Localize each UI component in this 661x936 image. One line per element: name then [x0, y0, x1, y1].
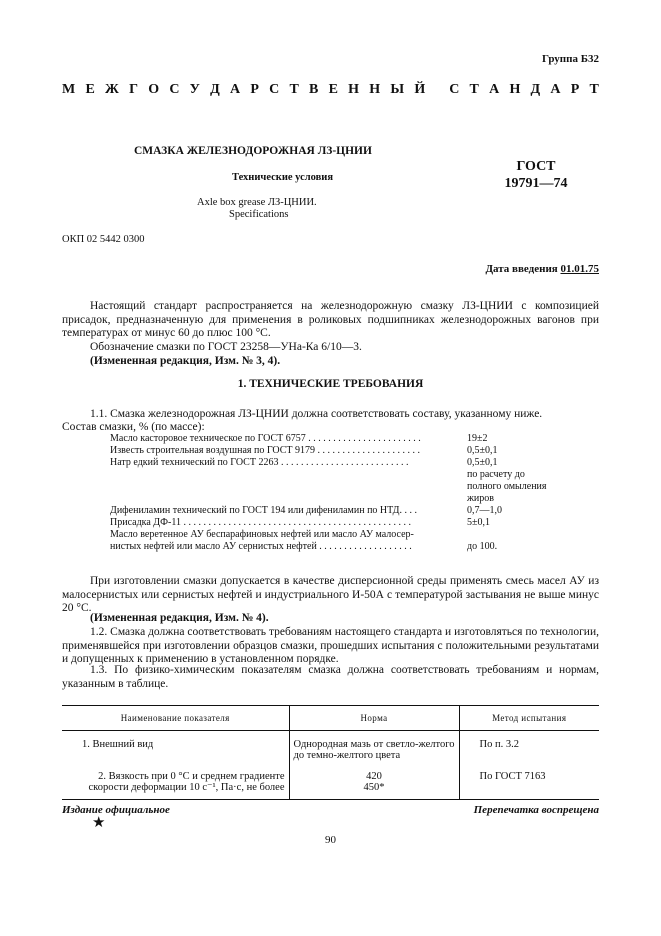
banner-letter: Т — [469, 82, 479, 97]
composition-row — [110, 445, 600, 457]
component-value: жиров — [467, 493, 494, 504]
component-name: Известь строительная воздушная по ГОСТ 9179 . . . . . . . . . . . . . . . . . . . . . — [110, 445, 421, 456]
banner-letter: Р — [570, 82, 580, 97]
row-name: 1. Внешний вид — [82, 739, 154, 750]
row-norm — [289, 763, 459, 800]
star-icon: ★ — [92, 815, 106, 831]
banner-letter: Д — [210, 82, 220, 97]
reprint-prohibited-label: Перепечатка воспрещена — [473, 804, 599, 816]
component-value: 0,7—1,0 — [467, 505, 502, 516]
english-subtitle: Specifications — [229, 209, 289, 220]
banner-letter — [435, 82, 439, 98]
component-name — [110, 469, 467, 481]
composition-row — [110, 529, 600, 541]
composition-row — [110, 493, 600, 505]
banner-letter: Д — [530, 82, 541, 97]
row-name: 2. Вязкость при 0 °С и среднем градиенте скорости деформации 10 с⁻¹, Па·с, не более — [62, 763, 289, 800]
norm-value-alt: 450* — [363, 782, 385, 793]
banner-letter: А — [489, 82, 500, 97]
amendment-note: (Измененная редакция, Изм. № 3, 4). — [90, 355, 281, 367]
banner-letter: Н — [369, 82, 381, 97]
composition-row — [110, 457, 600, 469]
banner-letter: Е — [85, 82, 95, 97]
page-number: 90 — [325, 834, 336, 846]
table-header-name: Наименование показателя — [62, 706, 289, 731]
component-name — [110, 481, 467, 493]
document-title: СМАЗКА ЖЕЛЕЗНОДОРОЖНАЯ ЛЗ-ЦНИИ — [134, 145, 372, 157]
intro-paragraph: Настоящий стандарт распространяется на железнодорожную смазку ЛЗ-ЦНИИ с композицией присадок, предназначенную для применения в роликовых подшипниках железнодорожных вагонов при температурах от минус 60 до плюс 100 °С. — [62, 300, 599, 339]
banner-letter: Т — [289, 82, 299, 97]
composition-row — [110, 469, 600, 481]
gost-designation — [496, 158, 576, 192]
banner-letter: Ж — [105, 82, 119, 97]
component-value: по расчету до — [467, 469, 525, 480]
effective-date — [485, 263, 599, 275]
row-norm: Однородная мазь от светло-желтого до темно-желтого цвета — [289, 731, 459, 764]
composition-row — [110, 433, 600, 445]
official-edition-label: Издание официальное — [62, 804, 170, 816]
row-method: По п. 3.2 — [459, 731, 599, 764]
banner-letter: С — [169, 82, 180, 97]
designation-paragraph: Обозначение смазки по ГОСТ 23258—УНа-Ка 6/10—3. — [90, 341, 362, 353]
banner-letter: А — [230, 82, 241, 97]
component-value: 0,5±0,1 — [467, 457, 498, 468]
banner-letter: С — [449, 82, 460, 97]
composition-row — [110, 505, 600, 517]
banner-letter: М — [62, 82, 76, 97]
component-value: 5±0,1 — [467, 517, 490, 528]
component-value: 0,5±0,1 — [467, 445, 498, 456]
gost-number: 19791—74 — [504, 176, 568, 191]
composition-row — [110, 541, 600, 553]
component-name: Масло веретенное АУ беспарафиновых нефтей или масло АУ малосер- — [110, 529, 414, 540]
table-row — [62, 763, 599, 800]
clause-1-2: 1.2. Смазка должна соответствовать требованиям настоящего стандарта и изготовляться по технологии, применявшейся при изготовлении образцов смазки, прошедших испытания с положительными результатами и допущенных к применению в установленном порядке. — [62, 626, 599, 665]
component-name: Масло касторовое техническое по ГОСТ 6757 . . . . . . . . . . . . . . . . . . . . . . . — [110, 433, 421, 444]
standard-banner — [62, 82, 599, 98]
banner-letter: А — [550, 82, 561, 97]
clause-1-1: 1.1. Смазка железнодорожная ЛЗ-ЦНИИ должна соответствовать составу, указанному ниже. — [90, 408, 543, 420]
table-row — [62, 731, 599, 764]
table-header-method: Метод испытания — [459, 706, 599, 731]
component-value — [467, 529, 597, 541]
banner-letter: О — [148, 82, 160, 97]
table-header-norm: Норма — [289, 706, 459, 731]
composition-caption: Состав смазки, % (по массе): — [62, 421, 205, 433]
norm-value: 420 — [366, 771, 382, 782]
document-subtitle: Технические условия — [232, 172, 334, 183]
banner-letter: У — [189, 82, 200, 97]
row-method: По ГОСТ 7163 — [459, 763, 599, 800]
banner-letter: Г — [129, 82, 138, 97]
group-code: Группа Б32 — [542, 53, 599, 65]
date-value: 01.01.75 — [560, 263, 599, 275]
composition-row — [110, 481, 600, 493]
banner-letter: Е — [328, 82, 338, 97]
requirements-table — [62, 705, 599, 800]
banner-letter: Ы — [390, 82, 405, 97]
component-value: 19±2 — [467, 433, 488, 444]
okp-code: ОКП 02 5442 0300 — [62, 234, 145, 245]
component-value: до 100. — [467, 541, 498, 552]
banner-letter: С — [269, 82, 280, 97]
english-title: Axle box grease ЛЗ-ЦНИИ. — [197, 197, 317, 208]
clause-1-3: 1.3. По физико-химическим показателям смазка должна соответствовать требованиям и нормам, указанным в таблице. — [62, 664, 599, 690]
component-name: Натр едкий технический по ГОСТ 2263 . . . . . . . . . . . . . . . . . . . . . . . . . . — [110, 457, 409, 468]
date-label: Дата введения — [485, 263, 558, 275]
banner-letter: Й — [414, 82, 426, 97]
banner-letter: Н — [348, 82, 360, 97]
banner-letter: Т — [589, 82, 599, 97]
clause-1-1-note: При изготовлении смазки допускается в качестве дисперсионной среды применять смесь масел АУ из малосернистых или сернистых нефтей и индустриального И-50А с температурой застывания не выше минус 20 °С. — [62, 575, 599, 614]
composition-row — [110, 517, 600, 529]
section-heading: 1. ТЕХНИЧЕСКИЕ ТРЕБОВАНИЯ — [237, 378, 424, 390]
component-value: полного омыления — [467, 481, 547, 492]
amendment-note-2: (Измененная редакция, Изм. № 4). — [90, 612, 269, 624]
banner-letter: Р — [250, 82, 259, 97]
gost-label: ГОСТ — [516, 159, 556, 174]
banner-letter: В — [309, 82, 319, 97]
component-name: Дифениламин технический по ГОСТ 194 или дифениламин по НТД. . . . — [110, 505, 417, 516]
banner-letter: Н — [509, 82, 521, 97]
component-name: нистых нефтей или масло АУ сернистых нефтей . . . . . . . . . . . . . . . . . . . — [110, 541, 412, 552]
component-name — [110, 493, 467, 505]
component-name: Присадка ДФ-11 . . . . . . . . . . . . . . . . . . . . . . . . . . . . . . . . . . . . . . . . . . . . . . — [110, 517, 411, 528]
